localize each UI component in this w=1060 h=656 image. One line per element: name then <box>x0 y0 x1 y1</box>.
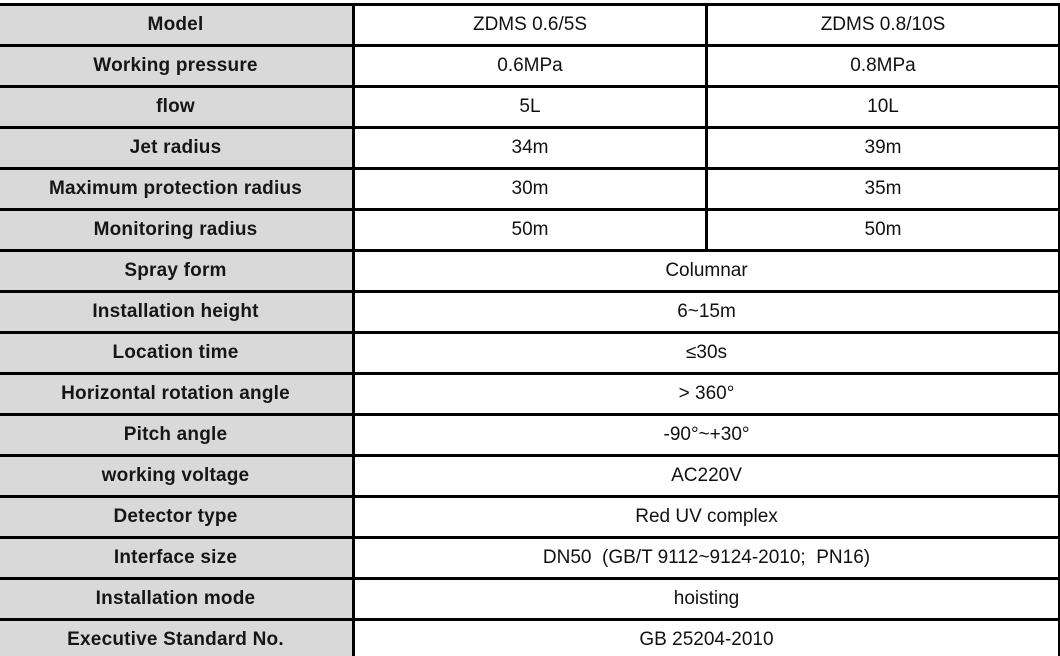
table-row <box>0 374 1060 415</box>
row-value: ZDMS 0.8/10S <box>707 5 1060 46</box>
row-value: Red UV complex <box>354 497 1060 538</box>
row-label: Monitoring radius <box>0 210 354 251</box>
row-value: DN50 (GB/T 9112~9124-2010; PN16) <box>354 538 1060 579</box>
row-label: Model <box>0 5 354 46</box>
row-label: Spray form <box>0 251 354 292</box>
product-spec-table <box>0 3 1060 656</box>
row-value: 30m <box>354 169 707 210</box>
row-value: GB 25204-2010 <box>354 620 1060 656</box>
row-label: Installation height <box>0 292 354 333</box>
row-label: Executive Standard No. <box>0 620 354 656</box>
table-row <box>0 415 1060 456</box>
row-label: Interface size <box>0 538 354 579</box>
row-value: 0.6MPa <box>354 46 707 87</box>
table-row <box>0 579 1060 620</box>
row-value: AC220V <box>354 456 1060 497</box>
row-value: hoisting <box>354 579 1060 620</box>
row-value: 35m <box>707 169 1060 210</box>
table-row <box>0 333 1060 374</box>
table-row <box>0 497 1060 538</box>
row-label: Jet radius <box>0 128 354 169</box>
table-row <box>0 538 1060 579</box>
row-label: working voltage <box>0 456 354 497</box>
row-label: Installation mode <box>0 579 354 620</box>
row-value: ZDMS 0.6/5S <box>354 5 707 46</box>
table-row <box>0 456 1060 497</box>
spec-table-body <box>0 5 1060 656</box>
row-label: Working pressure <box>0 46 354 87</box>
row-value: Columnar <box>354 251 1060 292</box>
table-row <box>0 620 1060 656</box>
row-label: Location time <box>0 333 354 374</box>
table-row <box>0 210 1060 251</box>
row-value: 0.8MPa <box>707 46 1060 87</box>
table-row <box>0 87 1060 128</box>
row-label: flow <box>0 87 354 128</box>
row-value: 50m <box>354 210 707 251</box>
table-row <box>0 46 1060 87</box>
row-value: 6~15m <box>354 292 1060 333</box>
row-label: Detector type <box>0 497 354 538</box>
row-value: > 360° <box>354 374 1060 415</box>
table-row <box>0 5 1060 46</box>
row-value: 34m <box>354 128 707 169</box>
row-label: Horizontal rotation angle <box>0 374 354 415</box>
table-row <box>0 169 1060 210</box>
table-row <box>0 128 1060 169</box>
table-row <box>0 292 1060 333</box>
row-value: -90°~+30° <box>354 415 1060 456</box>
row-value: ≤30s <box>354 333 1060 374</box>
row-value: 10L <box>707 87 1060 128</box>
row-value: 5L <box>354 87 707 128</box>
table-row <box>0 251 1060 292</box>
row-value: 50m <box>707 210 1060 251</box>
row-value: 39m <box>707 128 1060 169</box>
row-label: Maximum protection radius <box>0 169 354 210</box>
row-label: Pitch angle <box>0 415 354 456</box>
